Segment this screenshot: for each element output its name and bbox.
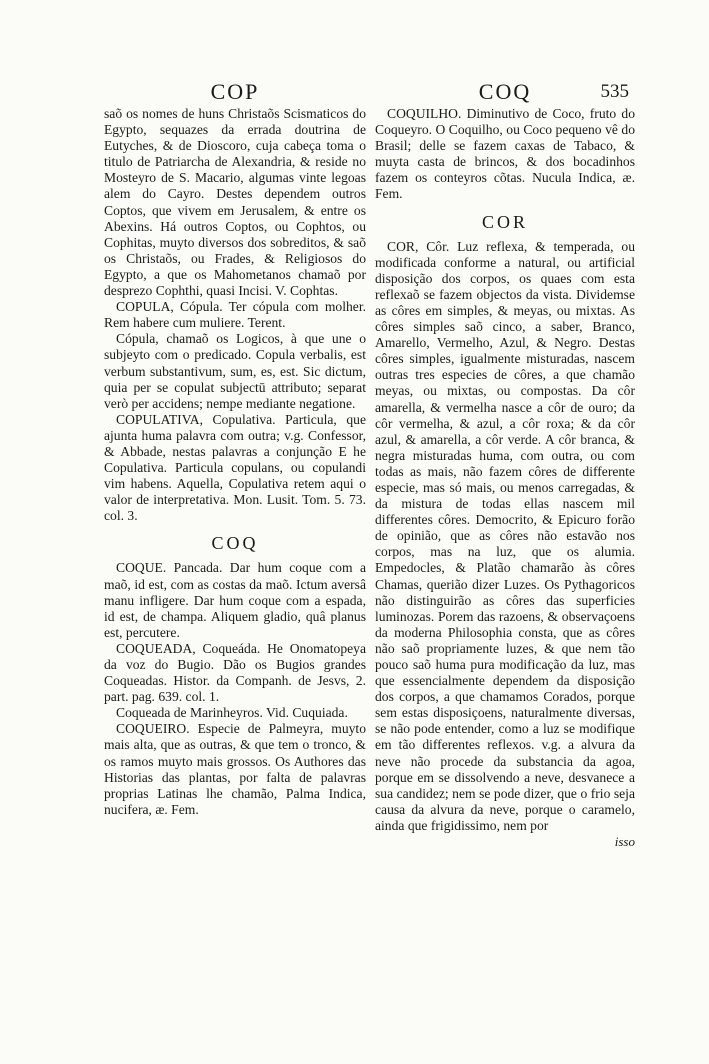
paragraph: Cópula, chamaõ os Logicos, à que une o subjeyto com o predicado. Copula verbalis, est verbum substantivum, sum, es, est. Sic dictum, quia per se copulat subjectū attributo; separat verò per accidens; nempe mediante negatione.: [104, 331, 366, 411]
paragraph: COQUEADA, Coqueáda. He Onomatopeya da voz do Bugio. Dão os Bugios grandes Coqueadas. Histor. da Companh. de Jesvs, 2. part. pag. 639. col. 1.: [104, 640, 366, 705]
paragraph: COQUE. Pancada. Dar hum coque com a maõ, id est, com as costas da maõ. Ictum aversâ manu infligere. Dar hum coque com a espada, id est, de champa. Aliquem gladio, quâ planus est, percutere.: [104, 560, 366, 640]
catchword: isso: [614, 834, 635, 850]
right-body-2: [375, 239, 635, 834]
running-head-text: COQ: [478, 79, 532, 104]
left-body-2: [104, 560, 366, 818]
paragraph: COR, Côr. Luz reflexa, & temperada, ou modificada conforme a natural, ou artificial disposição dos corpos, os quaes com esta reflexaõ se fazem objectos da vista. Dividemse as côres em simples, & meyas, ou mixtas. As côres simples saõ cinco, a saber, Branco, Amarello, Vermelho, Azul, & Negro. Destas côres simples, igualmente misturadas, nascem outras tres especies de côres, a que chamão meyas, ou mixtas, ou compostas. Da côr amarella, & vermelha nasce a côr de ouro; da côr vermelha, & azul, a côr roxa; & da côr azul, & amarella, a côr verde. A côr branca, & negra misturadas huma, com outra, ou com todas as mais, não fazem côres de differente especie, mas só mais, ou menos carregadas, & da mistura de todas ellas nascem mil differentes côres. Democrito, & Epicuro forão de opinião, que as côres não estavão nos corpos, mas na luz, que os alumia. Empedocles, & Platão chamarão às côres Chamas, querião dizer Luzes. Os Pythagoricos não distinguirão as côres das superficies luminozas. Porem das razoens, & observaçoens da moderna Philosophia consta, que as côres não saõ propriamente luzes, & que nem tão pouco saõ huma pura modificação da luz, mas que essencialmente dependem da disposição dos corpos, a que chamamos Corados, porque sem estas disposiçoens, naturalmente diversas, se não pode entender, como a luz se modifique em tão differentes reflexos. v.g. a alvura da neve não procede da substancia da agoa, porque em se dissolvendo a neve, desvanece a sua candidez; nem se pode dizer, que o frio seja causa da alvura da neve, porque o caramelo, ainda que frigidissimo, nem por: [375, 238, 635, 833]
paragraph: Coqueada de Marinheyros. Vid. Cuquiada.: [116, 705, 348, 721]
section-heading-coq: COQ: [211, 533, 259, 554]
left-body: [104, 106, 366, 524]
paragraph: COPULATIVA, Copulativa. Particula, que ajunta huma palavra com outra; v.g. Confessor, & Abbade, nestas palavras a conjunção E he Copulativa. Particula copulans, ou copulandi vim habens. Aquella, Copulativa retem aqui o valor de interpretativa. Mon. Lusit. Tom. 5. 73. col. 3.: [104, 411, 366, 524]
running-head-right: [375, 78, 635, 106]
paragraph: COQUEIRO. Especie de Palmeyra, muyto mais alta, que as outras, & que tem o tronco, & os ramos muyto mais grossos. Os Authores das Historias das plantas, por falta de palavras proprias Latinas lhe chamão, Palma Indica, nucifera, æ. Fem.: [104, 721, 366, 817]
running-head-left: COP: [210, 79, 260, 104]
right-body: [375, 106, 635, 203]
section-heading-cor: COR: [481, 211, 528, 232]
left-column: [104, 78, 366, 818]
page-number: 535: [600, 81, 629, 102]
paragraph: saõ os nomes de huns Christaõs Scismaticos do Egypto, sequazes da errada doutrina de Eutyches, & de Dioscoro, cuja cabeça toma o titulo de Patriarcha de Alexandria, & reside no Mosteyro de S. Macario, algumas vinte legoas alem do Cayro. Destes dependem outros Coptos, que vivem em Jerusalem, & entre os Abexins. Há outros Coptos, ou Cophtos, ou Cophitas, muyto diversos dos sobreditos, & saõ os Christaõs, ou Frades, & Religiosos do Egypto, a que os Mahometanos chamaõ por desprezo Cophthi, quasi Incisi. V. Cophtas.: [104, 106, 366, 299]
paragraph: COPULA, Cópula. Ter cópula com molher. Rem habere cum muliere. Terent.: [104, 299, 366, 331]
right-column: [375, 78, 635, 850]
paragraph: COQUILHO. Diminutivo de Coco, fruto do Coqueyro. O Coquilho, ou Coco pequeno vê do Brasil; delle se fazem caxas de Tabaco, & muyta casta de brincos, & dos bocadinhos fazem os conteyros cõtas. Nucula Indica, æ. Fem.: [375, 106, 635, 202]
